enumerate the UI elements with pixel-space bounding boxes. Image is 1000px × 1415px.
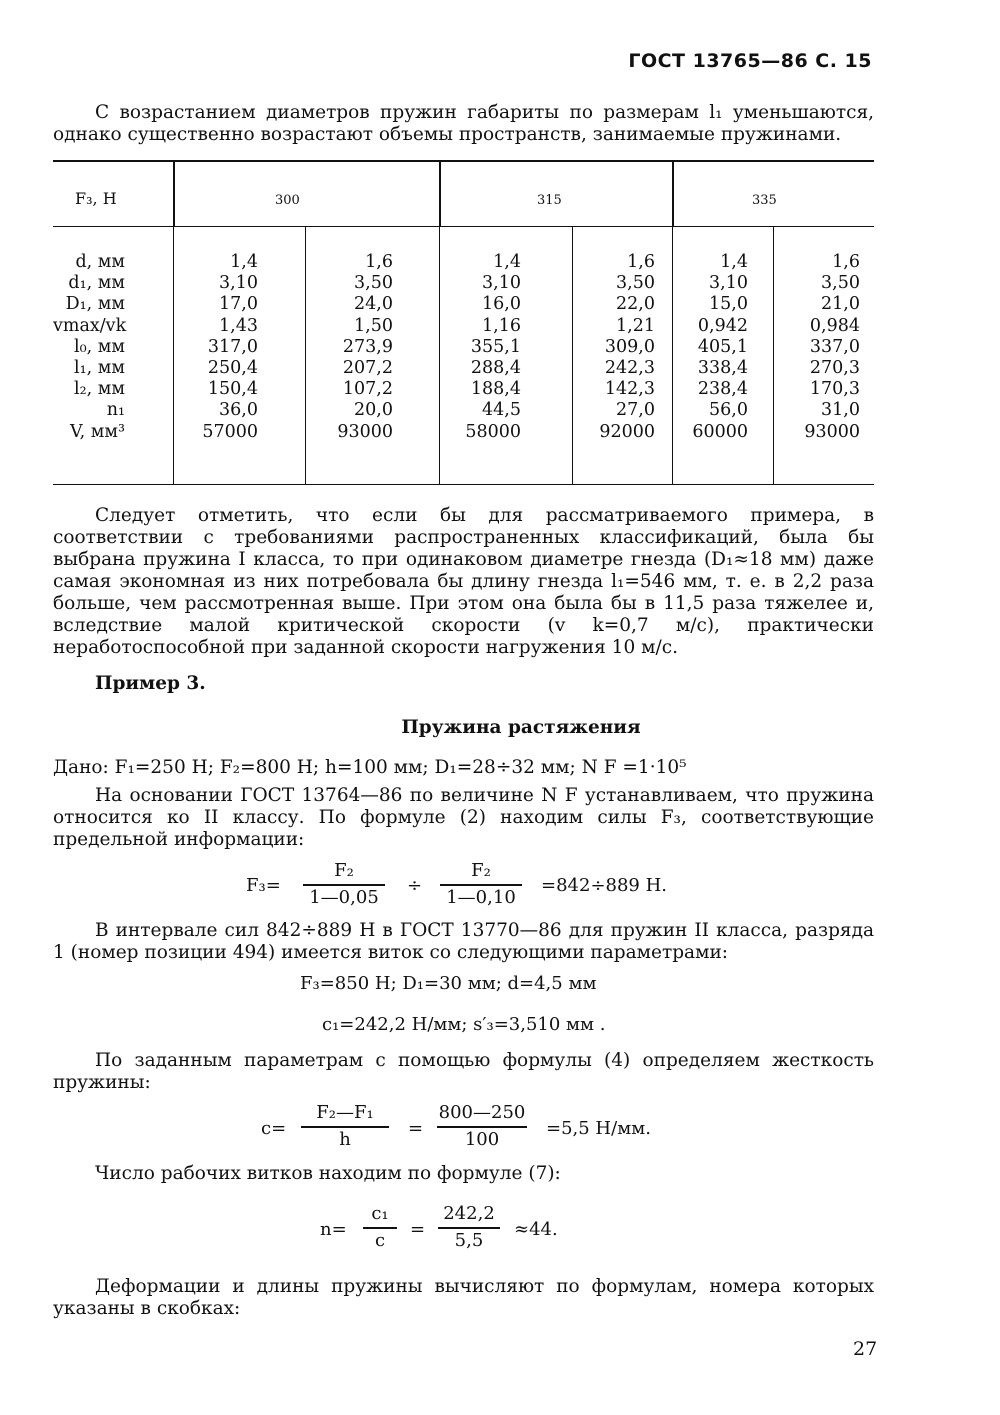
given-line: Дано: F₁=250 Н; F₂=800 Н; h=100 мм; D₁=28÷32 мм; N F =1·10⁵ bbox=[53, 757, 687, 778]
group-header-335: 335 bbox=[752, 193, 777, 208]
table-cell: 1,6 bbox=[832, 252, 860, 272]
table-cell: 27,0 bbox=[616, 400, 655, 421]
table-cell: 1,6 bbox=[365, 252, 393, 272]
table-cell: 337,0 bbox=[809, 336, 860, 357]
table-cell: 93000 bbox=[337, 421, 393, 442]
formula-stiffness bbox=[0, 1102, 1000, 1152]
table-cell: 188,4 bbox=[470, 379, 521, 400]
table-cell: 17,0 bbox=[219, 294, 258, 315]
table-cell: 3,50 bbox=[821, 273, 860, 294]
table-cell: 3,10 bbox=[482, 273, 521, 294]
table-cell: 22,0 bbox=[616, 294, 655, 315]
formula-f3-result: =842÷889 Н. bbox=[541, 875, 668, 896]
paragraph-interval: В интервале сил 842÷889 Н в ГОСТ 13770—86 для пружин II класса, разряда 1 (номер позиции 494) имеется виток со следующими параметрами: bbox=[53, 920, 874, 963]
params-line-2: c₁=242,2 Н/мм; s′₃=3,510 мм . bbox=[322, 1014, 606, 1035]
paragraph-turns: Число рабочих витков находим по формуле (7): bbox=[95, 1163, 561, 1184]
row-label: l₁, мм bbox=[74, 358, 125, 378]
formula-turns bbox=[0, 1203, 1000, 1253]
table-cell: 338,4 bbox=[697, 358, 748, 378]
formula-turns-result: ≈44. bbox=[514, 1219, 558, 1240]
table-cell: 1,16 bbox=[482, 315, 521, 336]
table-cell: 1,6 bbox=[627, 252, 655, 272]
paragraph-stiffness: По заданным параметрам с помощью формулы (4) определяем жесткость пружины: bbox=[53, 1050, 874, 1093]
formula-f3-num1: F₂ bbox=[334, 860, 354, 881]
table-cell: 58000 bbox=[465, 421, 521, 442]
params-line-1: F₃=850 Н; D₁=30 мм; d=4,5 мм bbox=[300, 973, 597, 994]
formula-f3-op: ÷ bbox=[407, 875, 423, 896]
formula-f3 bbox=[0, 860, 1000, 910]
table-cell: 3,10 bbox=[709, 273, 748, 294]
formula-turns-den1: c bbox=[374, 1230, 386, 1251]
table-cell: 20,0 bbox=[354, 400, 393, 421]
table-cell: 93000 bbox=[804, 421, 860, 442]
row-label: l₀, мм bbox=[74, 336, 125, 357]
table-cell: 309,0 bbox=[604, 336, 655, 357]
table-cell: 207,2 bbox=[342, 358, 393, 378]
note-paragraph: Следует отметить, что если бы для рассматриваемого примера, в соответствии с требованиями распространенных классификаций, была бы выбрана пружина I класса, то при одинаковом диаметре гнезда (D₁≈18 мм) даже самая экономная из них потребовала бы длину гнезда l₁=546 мм, т. е. в 2,2 раза больше, чем рассмотренная выше. При этом она была бы в 11,5 раза тяжелее и, вследствие малой критической скорости (v k=0,7 м/с), практически неработоспособной при заданной скорости нагружения 10 м/с. bbox=[53, 505, 874, 658]
section-title: Пружина растяжения bbox=[401, 717, 641, 738]
row-label: d, мм bbox=[75, 252, 125, 272]
table-cell: 56,0 bbox=[709, 400, 748, 421]
table-cell: 24,0 bbox=[354, 294, 393, 315]
table-cell: 1,43 bbox=[219, 315, 258, 336]
table-cell: 355,1 bbox=[470, 336, 521, 357]
table-cell: 250,4 bbox=[207, 358, 258, 378]
page-number: 27 bbox=[853, 1338, 878, 1360]
formula-stiffness-den2: 100 bbox=[464, 1129, 500, 1150]
table-cell: 1,50 bbox=[354, 315, 393, 336]
formula-stiffness-num1: F₂—F₁ bbox=[316, 1102, 374, 1123]
table-cell: 317,0 bbox=[207, 336, 258, 357]
table-header-label: F₃, Н bbox=[75, 189, 117, 208]
table-cell: 16,0 bbox=[482, 294, 521, 315]
table-cell: 3,50 bbox=[616, 273, 655, 294]
row-label: d₁, мм bbox=[68, 273, 125, 294]
intro-paragraph: С возрастанием диаметров пружин габариты по размерам l₁ уменьшаются, однако существенно возрастают объемы пространств, занимаемые пружинами. bbox=[53, 102, 874, 145]
row-label: l₂, мм bbox=[74, 379, 125, 400]
table-cell: 0,942 bbox=[697, 315, 748, 336]
formula-stiffness-result: =5,5 Н/мм. bbox=[546, 1118, 651, 1139]
formula-stiffness-eq: = bbox=[408, 1118, 424, 1139]
table-cell: 270,3 bbox=[809, 358, 860, 378]
formula-turns-den2: 5,5 bbox=[454, 1230, 484, 1251]
row-label: vmax/vk bbox=[53, 315, 127, 336]
table-cell: 21,0 bbox=[821, 294, 860, 315]
table-cell: 107,2 bbox=[342, 379, 393, 400]
row-label: V, мм³ bbox=[70, 421, 125, 442]
formula-turns-eq: = bbox=[410, 1219, 426, 1240]
formula-turns-num2: 242,2 bbox=[443, 1203, 495, 1224]
spring-parameters-table bbox=[53, 160, 874, 485]
formula-stiffness-lhs: c= bbox=[261, 1118, 287, 1139]
table-cell: 31,0 bbox=[821, 400, 860, 421]
row-label: D₁, мм bbox=[65, 294, 125, 315]
formula-f3-lhs: F₃= bbox=[246, 875, 281, 896]
table-cell: 3,50 bbox=[354, 273, 393, 294]
formula-stiffness-num2: 800—250 bbox=[438, 1102, 526, 1123]
group-header-300: 300 bbox=[275, 193, 300, 208]
table-cell: 44,5 bbox=[482, 400, 521, 421]
table-cell: 273,9 bbox=[342, 336, 393, 357]
table-cell: 238,4 bbox=[697, 379, 748, 400]
group-header-315: 315 bbox=[537, 193, 562, 208]
table-cell: 170,3 bbox=[809, 379, 860, 400]
example-label: Пример 3. bbox=[95, 673, 206, 694]
paragraph-deformations: Деформации и длины пружины вычисляют по формулам, номера которых указаны в скобках: bbox=[53, 1276, 874, 1319]
table-cell: 242,3 bbox=[604, 358, 655, 378]
table-cell: 92000 bbox=[599, 421, 655, 442]
table-cell: 1,4 bbox=[720, 252, 748, 272]
formula-f3-den1: 1—0,05 bbox=[309, 887, 379, 908]
paragraph-ii-class: На основании ГОСТ 13764—86 по величине N F устанавливаем, что пружина относится ко II классу. По формуле (2) находим силы F₃, соответствующие предельной информации: bbox=[53, 785, 874, 850]
table-cell: 1,21 bbox=[616, 315, 655, 336]
formula-turns-num1: c₁ bbox=[371, 1203, 389, 1224]
formula-turns-lhs: n= bbox=[320, 1219, 347, 1240]
row-label: n₁ bbox=[106, 400, 125, 421]
table-cell: 142,3 bbox=[604, 379, 655, 400]
table-cell: 1,4 bbox=[493, 252, 521, 272]
table-cell: 288,4 bbox=[470, 358, 521, 378]
table-cell: 3,10 bbox=[219, 273, 258, 294]
formula-f3-den2: 1—0,10 bbox=[446, 887, 516, 908]
formula-f3-num2: F₂ bbox=[471, 860, 491, 881]
table-cell: 1,4 bbox=[230, 252, 258, 272]
table-cell: 150,4 bbox=[207, 379, 258, 400]
table-cell: 36,0 bbox=[219, 400, 258, 421]
table-cell: 60000 bbox=[692, 421, 748, 442]
table-cell: 405,1 bbox=[697, 336, 748, 357]
table-cell: 0,984 bbox=[809, 315, 860, 336]
formula-stiffness-den1: h bbox=[339, 1129, 351, 1150]
table-cell: 15,0 bbox=[709, 294, 748, 315]
page-header: ГОСТ 13765—86 С. 15 bbox=[628, 50, 872, 72]
table-cell: 57000 bbox=[202, 421, 258, 442]
